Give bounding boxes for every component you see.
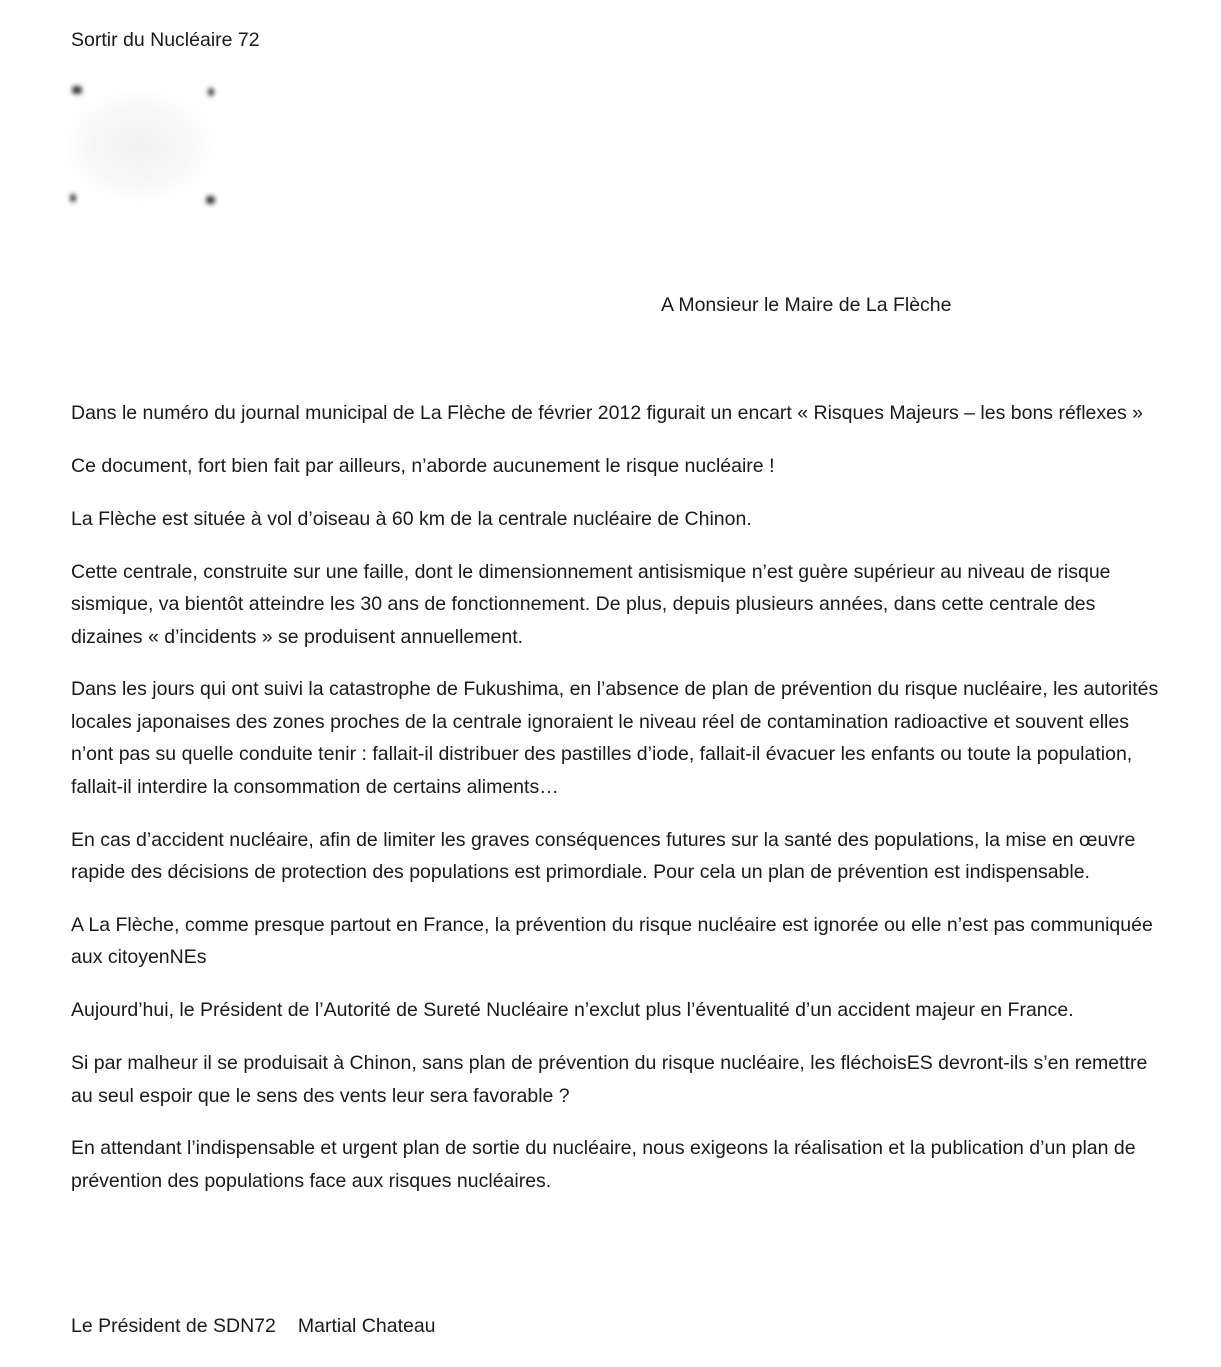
recipient-line: A Monsieur le Maire de La Flèche [661,294,952,316]
paragraph: Aujourd’hui, le Président de l’Autorité de Sureté Nucléaire n’exclut plus l’éventualité d’un accident majeur en France. [71,999,1074,1022]
signature-title: Le Président de SDN72 [71,1315,276,1337]
paragraph: Cette centrale, construite sur une faille, dont le dimensionnement antisismique n’est guère supérieur au niveau de risque sismique, va bientôt atteindre les 30 ans de fonctionnement. De plus, depuis plusieurs années, dans cette centrale des dizaines « d’incidents » se produisent annuellement. [71,560,1111,648]
redacted-address [56,82,226,210]
redacted-address-blur [64,90,214,202]
paragraph: Ce document, fort bien fait par ailleurs, n’aborde aucunement le risque nucléaire ! [71,454,775,477]
paragraph: En cas d’accident nucléaire, afin de limiter les graves conséquences futures sur la santé des populations, la mise en œuvre rapide des décisions de protection des populations est primordiale. Pour cela un plan de prévention est indispensable. [71,828,1136,883]
paragraph: La Flèche est située à vol d’oiseau à 60 km de la centrale nucléaire de Chinon. [71,507,752,530]
signature [71,1313,436,1339]
paragraph: A La Flèche, comme presque partout en France, la prévention du risque nucléaire est ignorée ou elle n’est pas communiquée aux citoyenNEs [71,913,1153,969]
paragraph: Dans les jours qui ont suivi la catastrophe de Fukushima, en l’absence de plan de prévention du risque nucléaire, les autorités locales japonaises des zones proches de la centrale ignoraient le niveau réel de contamination radioactive et souvent elles n’ont pas su quelle conduite tenir : fallait-il distribuer des pastilles d’iode, fallait-il évacuer les enfants ou toute la population, fallait-il interdire la consommation de certains aliments… [71,678,1159,798]
sender-name: Sortir du Nucléaire 72 [71,29,260,51]
redacted-address-fragment [206,196,215,204]
redacted-address-fragment [70,194,76,202]
paragraph: Dans le numéro du journal municipal de La Flèche de février 2012 figurait un encart « Risques Majeurs – les bons réflexes » [71,402,1144,424]
redacted-address-fragment [208,88,214,96]
paragraph: En attendant l’indispensable et urgent plan de sortie du nucléaire, nous exigeons la réalisation et la publication d’un plan de prévention des populations face aux risques nucléaires. [71,1137,1136,1192]
signature-name: Martial Chateau [297,1315,436,1337]
paragraph: Si par malheur il se produisait à Chinon, sans plan de prévention du risque nucléaire, les fléchoisES devront-ils s’en remettre au seul espoir que le sens des vents leur sera favorable ? [71,1052,1148,1107]
letter-body [71,397,1171,1218]
redacted-address-fragment [72,86,82,94]
